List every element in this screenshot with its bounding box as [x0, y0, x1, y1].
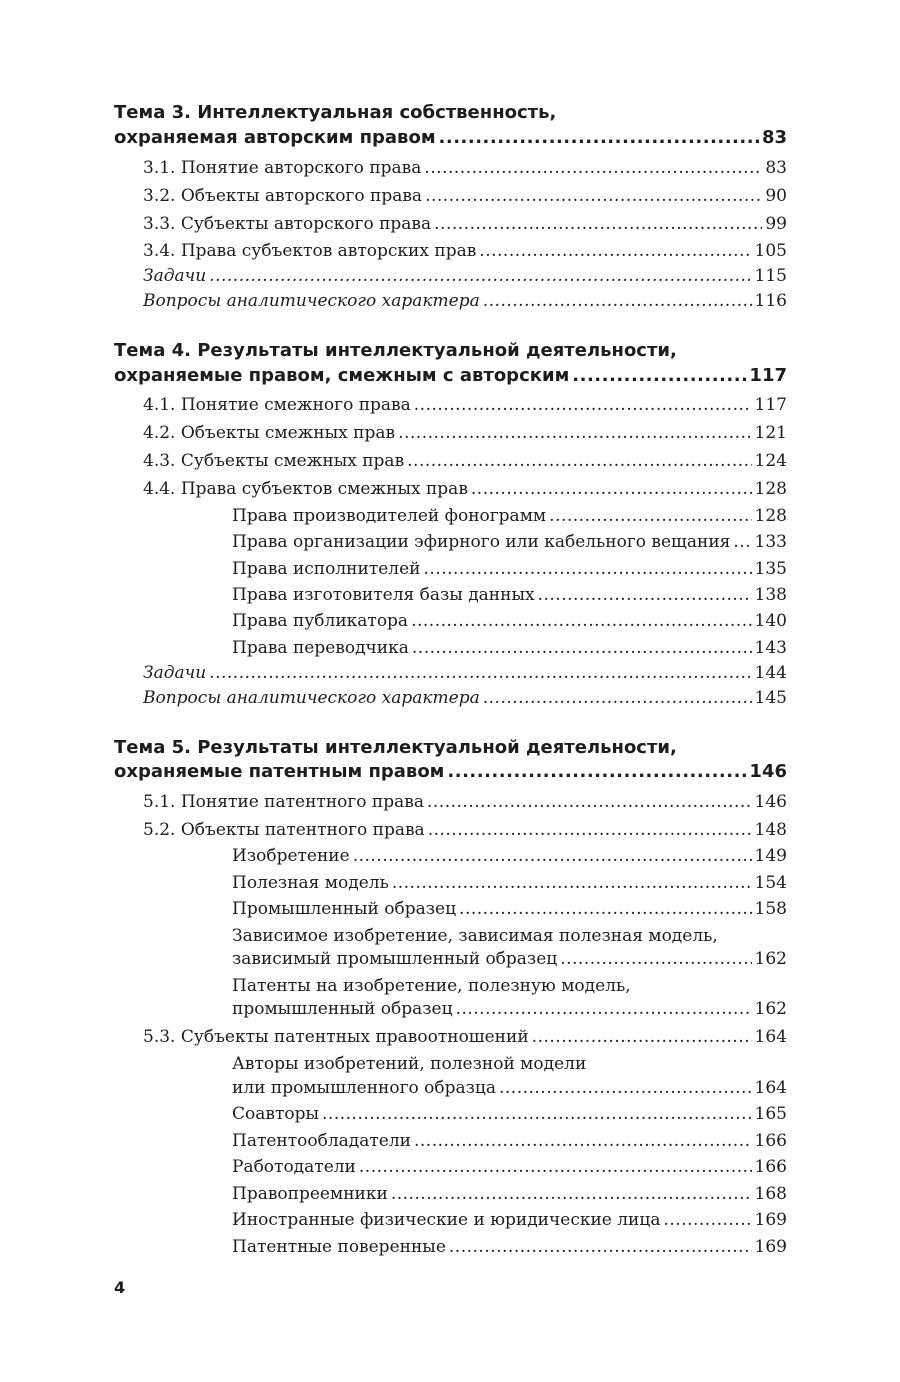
- toc-entry-5-3-a[interactable]: или промышленного образца ..... 164: [232, 1076, 787, 1100]
- toc-entry-4-4-a[interactable]: Права производителей фонограмм ..... 128: [232, 504, 787, 528]
- dot-leader: [538, 583, 752, 607]
- dot-leader: [322, 1102, 752, 1126]
- dot-leader: [456, 997, 752, 1021]
- topic3-heading[interactable]: охраняемая авторским правом ..... 83: [114, 126, 787, 150]
- toc-entry-5-2-e-line1: Патенты на изобретение, полезную модель,: [232, 976, 631, 996]
- topic4-heading-line1: Тема 4. Результаты интеллектуальной деятельности,: [114, 340, 677, 361]
- dot-leader: [407, 449, 751, 473]
- dot-leader: [209, 661, 751, 685]
- dot-leader: [560, 947, 751, 971]
- toc-entry-4-4-b[interactable]: Права организации эфирного или кабельного вещания ..... 133: [232, 530, 787, 554]
- toc-entry-5-3-a-line1: Авторы изобретений, полезной модели: [232, 1054, 587, 1074]
- topic4-heading[interactable]: охраняемые правом, смежным с авторским ..... 117: [114, 364, 787, 388]
- toc-entry-3-tasks[interactable]: Задачи ..... 115: [143, 264, 787, 288]
- dot-leader: [663, 1208, 751, 1232]
- toc-entry-4-tasks[interactable]: Задачи ..... 144: [143, 661, 787, 685]
- dot-leader: [434, 212, 762, 236]
- toc-entry-5-2-a[interactable]: Изобретение ..... 149: [232, 844, 787, 868]
- toc-entry-3-1[interactable]: 3.1. Понятие авторского права ..... 83: [143, 156, 787, 180]
- dot-leader: [549, 504, 751, 528]
- toc-entry-3-3[interactable]: 3.3. Субъекты авторского права ..... 99: [143, 212, 787, 236]
- toc-entry-3-4[interactable]: 3.4. Права субъектов авторских прав ..... 105: [143, 239, 787, 263]
- dot-leader: [392, 871, 752, 895]
- toc-entry-5-3[interactable]: 5.3. Субъекты патентных правоотношений ..... 164: [143, 1025, 787, 1049]
- topic3-heading-line1: Тема 3. Интеллектуальная собственность,: [114, 102, 557, 123]
- dot-leader: [425, 184, 762, 208]
- dot-leader: [483, 686, 752, 710]
- toc-entry-5-3-f[interactable]: Иностранные физические и юридические лица ..... 169: [232, 1208, 787, 1232]
- dot-leader: [412, 636, 752, 660]
- toc-entry-5-3-c[interactable]: Патентообладатели ..... 166: [232, 1129, 787, 1153]
- toc-entry-5-3-b[interactable]: Соавторы ..... 165: [232, 1102, 787, 1126]
- toc-entry-4-4-d[interactable]: Права изготовителя базы данных ..... 138: [232, 583, 787, 607]
- dot-leader: [439, 126, 759, 150]
- dot-leader: [499, 1076, 752, 1100]
- dot-leader: [427, 790, 752, 814]
- toc-entry-4-4-f[interactable]: Права переводчика ..... 143: [232, 636, 787, 660]
- toc-entry-5-2-c[interactable]: Промышленный образец ..... 158: [232, 897, 787, 921]
- toc-entry-5-1[interactable]: 5.1. Понятие патентного права ..... 146: [143, 790, 787, 814]
- dot-leader: [398, 421, 751, 445]
- toc-entry-5-3-d[interactable]: Работодатели ..... 166: [232, 1155, 787, 1179]
- dot-leader: [459, 897, 752, 921]
- dot-leader: [471, 477, 752, 501]
- toc-entry-3-questions[interactable]: Вопросы аналитического характера ..... 116: [143, 289, 787, 313]
- toc-entry-4-2[interactable]: 4.2. Объекты смежных прав ..... 121: [143, 421, 787, 445]
- toc-entry-5-3-e[interactable]: Правопреемники ..... 168: [232, 1182, 787, 1206]
- toc-entry-5-2-e[interactable]: промышленный образец ..... 162: [232, 997, 787, 1021]
- dot-leader: [479, 239, 751, 263]
- dot-leader: [353, 844, 752, 868]
- toc-entry-3-2[interactable]: 3.2. Объекты авторского права ..... 90: [143, 184, 787, 208]
- dot-leader: [449, 1235, 752, 1259]
- toc-entry-5-2-d-line1: Зависимое изобретение, зависимая полезная модель,: [232, 926, 718, 946]
- toc-entry-5-2-d[interactable]: зависимый промышленный образец ..... 162: [232, 947, 787, 971]
- toc-entry-4-3[interactable]: 4.3. Субъекты смежных прав ..... 124: [143, 449, 787, 473]
- dot-leader: [359, 1155, 752, 1179]
- dot-leader: [424, 156, 762, 180]
- toc-entry-5-2[interactable]: 5.2. Объекты патентного права ..... 148: [143, 818, 787, 842]
- toc-entry-4-4[interactable]: 4.4. Права субъектов смежных прав ..... 128: [143, 477, 787, 501]
- dot-leader: [414, 393, 752, 417]
- dot-leader: [209, 264, 751, 288]
- page-number: 4: [114, 1278, 126, 1297]
- topic5-heading[interactable]: охраняемые патентным правом ..... 146: [114, 760, 787, 784]
- dot-leader: [447, 760, 746, 784]
- dot-leader: [483, 289, 752, 313]
- dot-leader: [391, 1182, 752, 1206]
- dot-leader: [411, 609, 751, 633]
- toc-entry-4-4-c[interactable]: Права исполнителей ..... 135: [232, 557, 787, 581]
- dot-leader: [428, 818, 752, 842]
- dot-leader: [733, 530, 751, 554]
- dot-leader: [532, 1025, 752, 1049]
- dot-leader: [572, 364, 746, 388]
- topic5-heading-line1: Тема 5. Результаты интеллектуальной деятельности,: [114, 737, 677, 758]
- toc-entry-4-4-e[interactable]: Права публикатора ..... 140: [232, 609, 787, 633]
- toc-entry-4-1[interactable]: 4.1. Понятие смежного права ..... 117: [143, 393, 787, 417]
- dot-leader: [414, 1129, 752, 1153]
- dot-leader: [424, 557, 752, 581]
- toc-entry-5-2-b[interactable]: Полезная модель ..... 154: [232, 871, 787, 895]
- toc-entry-4-questions[interactable]: Вопросы аналитического характера ..... 145: [143, 686, 787, 710]
- toc-entry-5-3-g[interactable]: Патентные поверенные ..... 169: [232, 1235, 787, 1259]
